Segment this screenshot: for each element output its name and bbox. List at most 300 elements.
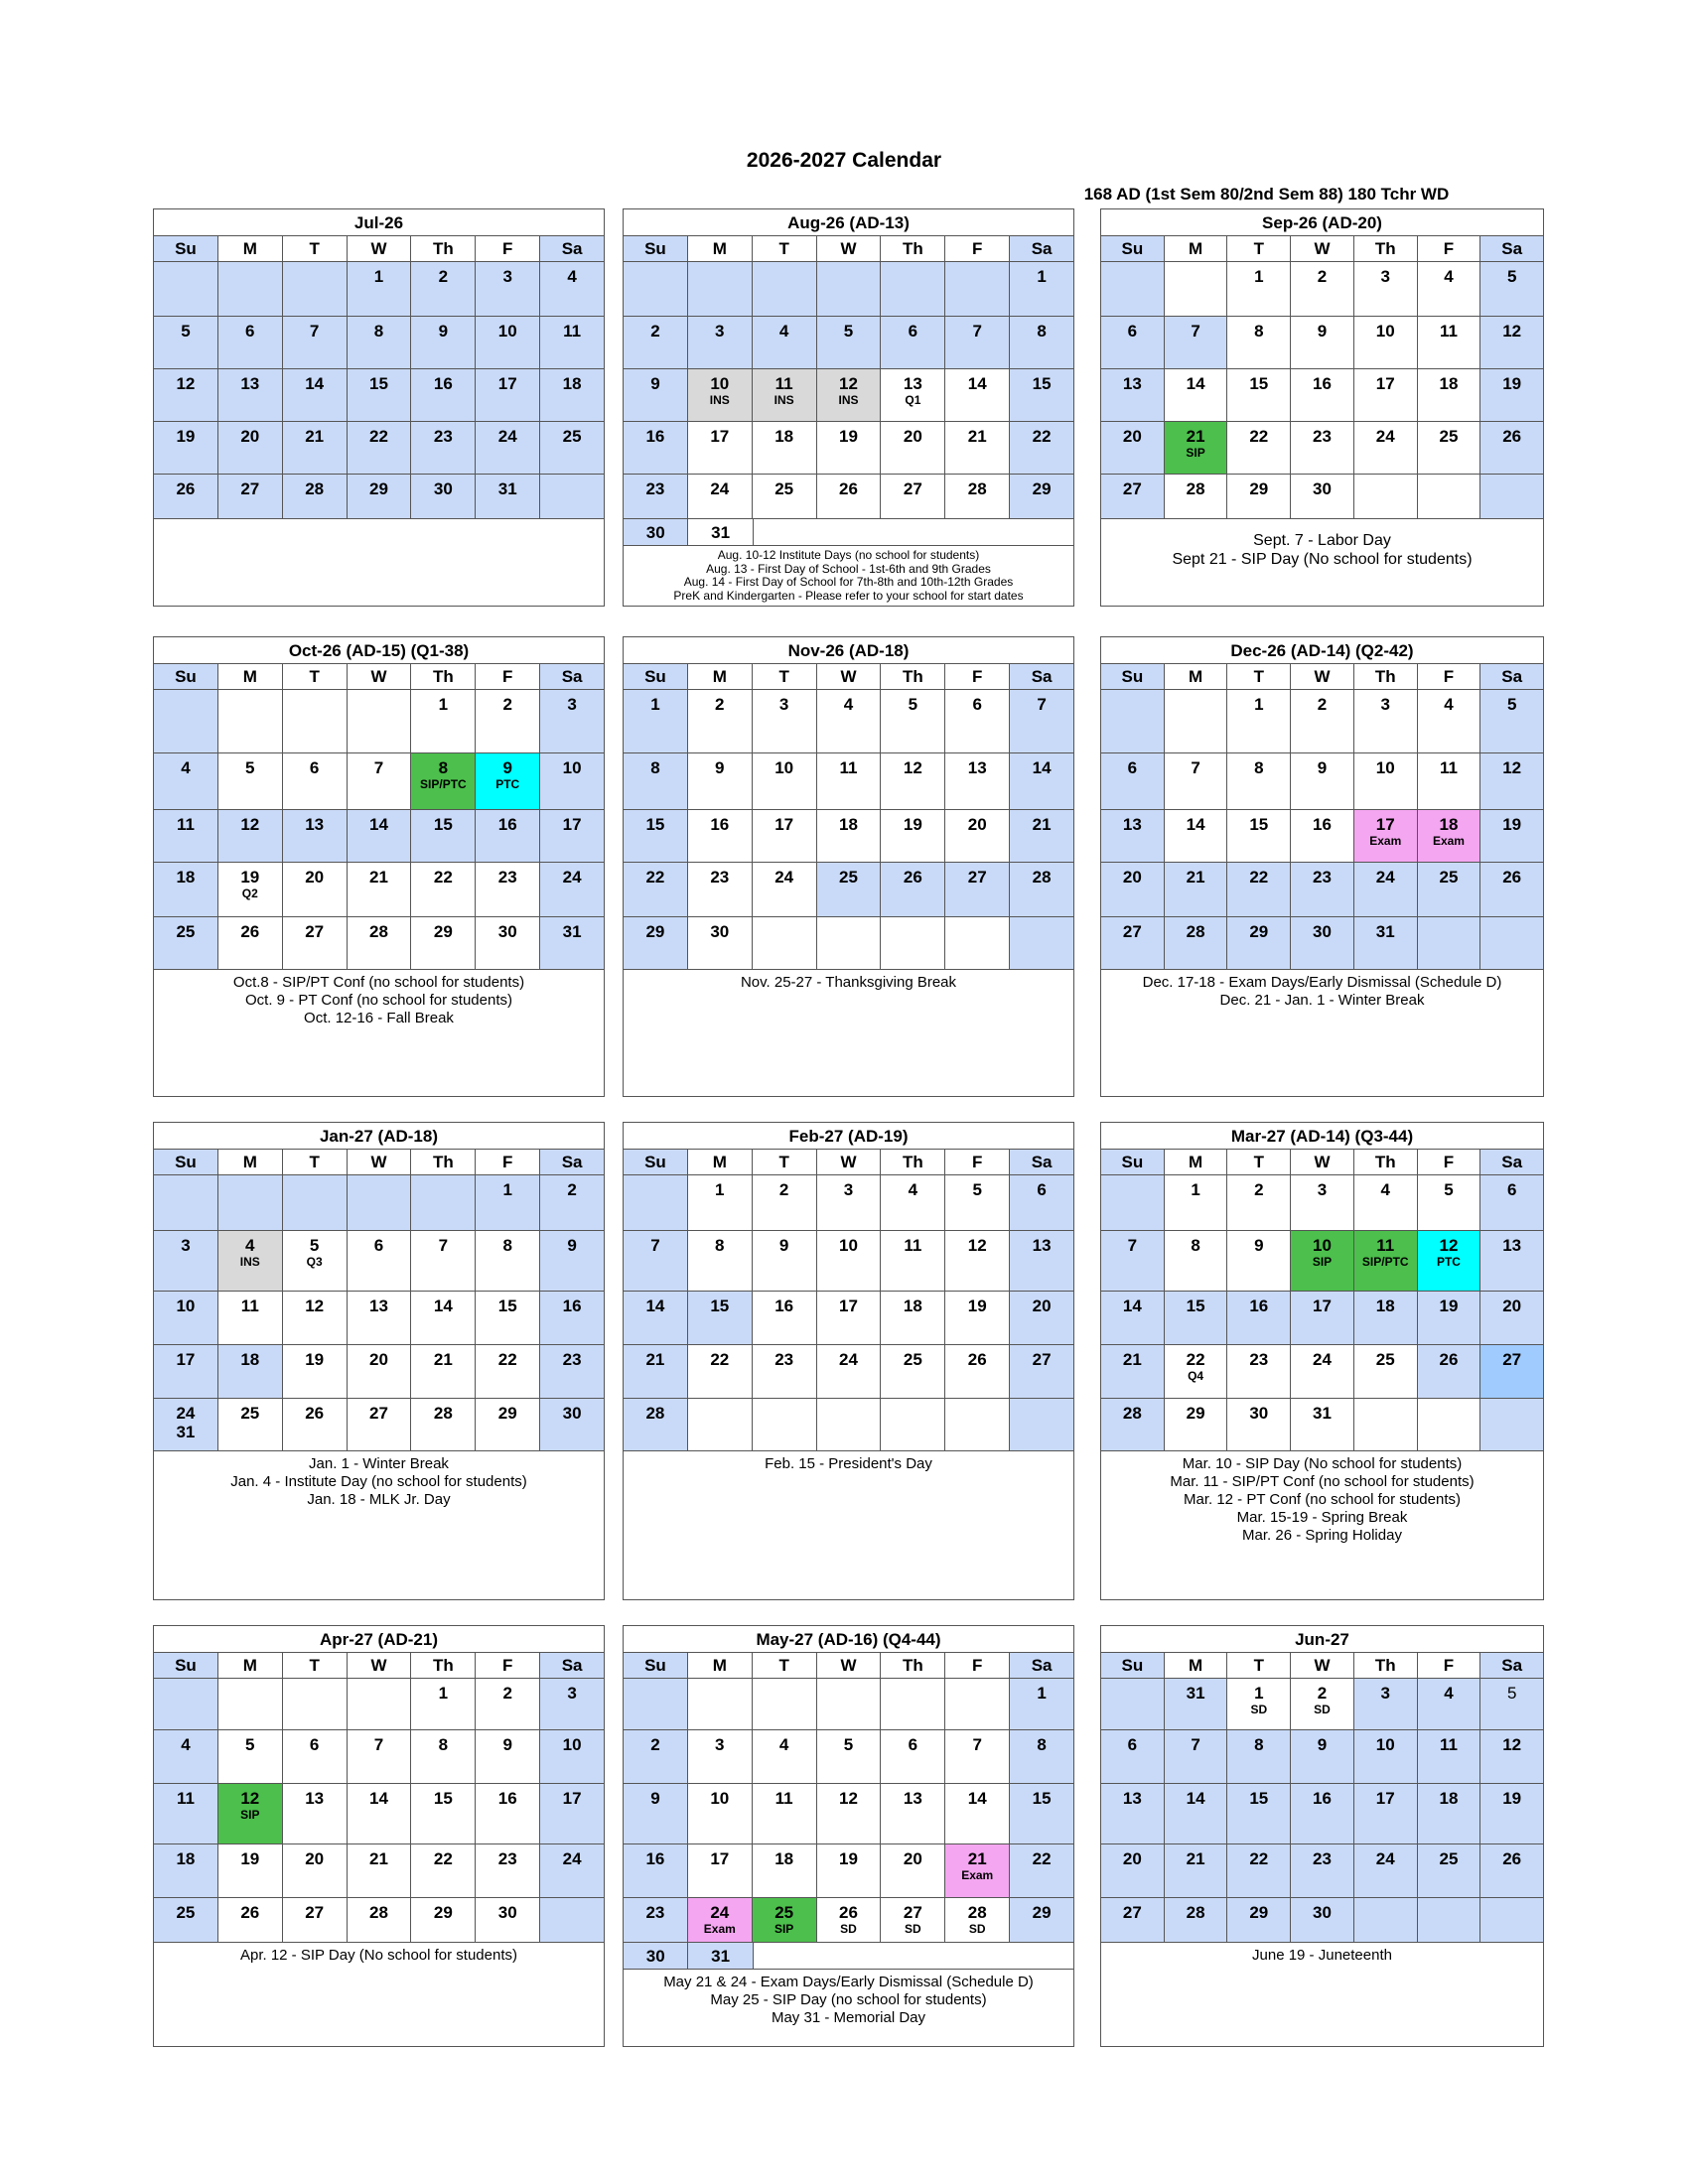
day-cell [1010, 262, 1073, 316]
day-cell [476, 917, 540, 969]
day-number: 5 [1506, 695, 1517, 714]
day-cell [754, 1943, 817, 1969]
day-cell [1480, 1784, 1543, 1843]
day-number: 15 [1032, 374, 1052, 393]
day-cell [817, 369, 882, 421]
day-cell [283, 422, 348, 474]
day-number: 4 [1380, 1180, 1390, 1199]
day-cell [624, 753, 688, 809]
week-row [624, 1231, 1073, 1292]
note-line: Sept. 7 - Labor Day [1253, 532, 1391, 549]
day-number: 30 [497, 1903, 517, 1922]
day-cell [945, 475, 1010, 518]
day-number: 12 [1502, 1735, 1522, 1754]
weekday-label: Sa [1480, 1150, 1543, 1174]
day-number: 24 [710, 1903, 730, 1922]
day-number: 29 [645, 922, 665, 941]
day-number: 11 [1439, 1735, 1458, 1754]
day-number: 27 [1122, 479, 1142, 498]
day-cell [348, 1844, 412, 1897]
day-cell [1227, 1784, 1291, 1843]
day-number: 3 [1317, 1180, 1328, 1199]
day-number: 22 [497, 1350, 517, 1369]
day-cell [945, 917, 1010, 969]
day-number: 3 [1380, 267, 1390, 286]
day-cell [1354, 810, 1418, 862]
day-cell [1165, 1345, 1228, 1398]
day-number: 17 [1375, 374, 1395, 393]
day-number: 7 [438, 1236, 449, 1255]
day-cell [882, 1943, 945, 1969]
day-number: 22 [645, 868, 665, 887]
day-number: 9 [778, 1236, 789, 1255]
weekday-label: Sa [540, 664, 604, 689]
note-line: Aug. 10-12 Institute Days (no school for students) [717, 548, 980, 562]
month-notes [154, 519, 604, 522]
day-number: 15 [433, 815, 453, 834]
day-number: 1 [373, 267, 384, 286]
week-row [1101, 1345, 1543, 1399]
weekday-label: Th [881, 1653, 945, 1678]
day-number: 12 [967, 1236, 987, 1255]
day-number: 5 [843, 1735, 854, 1754]
day-number: 9 [1317, 322, 1328, 341]
day-number: 20 [903, 427, 922, 446]
weekday-header [624, 236, 1073, 262]
day-cell [1165, 262, 1228, 316]
day-number: 8 [1037, 322, 1047, 341]
week-row [1101, 369, 1543, 422]
day-cell [1165, 1679, 1228, 1729]
weekday-label: F [945, 1150, 1010, 1174]
day-number: 4 [778, 322, 789, 341]
day-number: 20 [1122, 868, 1142, 887]
day-number: 16 [774, 1297, 794, 1315]
weekday-label: F [1418, 664, 1481, 689]
day-cell [1418, 369, 1481, 421]
day-number: 29 [1032, 1903, 1052, 1922]
day-cell [945, 1943, 1009, 1969]
note-line: Jan. 1 - Winter Break [309, 1455, 449, 1472]
day-cell [1227, 1679, 1291, 1729]
week-row [1101, 262, 1543, 317]
day-number: 16 [1313, 1789, 1332, 1808]
day-cell [476, 690, 540, 752]
week-row [1101, 1175, 1543, 1231]
day-number: 15 [645, 815, 665, 834]
day-cell [540, 369, 604, 421]
day-cell [348, 422, 412, 474]
day-cell [817, 1175, 882, 1230]
day-number: 31 [176, 1423, 196, 1441]
day-number: 3 [181, 1236, 191, 1255]
day-number: 5 [1444, 1180, 1454, 1199]
day-cell [817, 863, 882, 916]
week-row [1101, 1399, 1543, 1451]
day-cell [218, 369, 283, 421]
day-number: 8 [1254, 1735, 1264, 1754]
day-cell [540, 1231, 604, 1291]
day-number: 25 [562, 427, 582, 446]
day-cell [1480, 317, 1543, 368]
weekday-label: Su [624, 664, 688, 689]
weekday-label: W [348, 1653, 412, 1678]
day-number: 1 [1037, 267, 1047, 286]
day-cell [476, 1730, 540, 1783]
day-number: 17 [774, 815, 794, 834]
note-line: Mar. 26 - Spring Holiday [1242, 1527, 1402, 1544]
note-line: Dec. 21 - Jan. 1 - Winter Break [1219, 992, 1425, 1009]
day-number: 3 [567, 1684, 577, 1703]
day-number: 1 [1254, 695, 1264, 714]
week-row [154, 1399, 604, 1451]
week-row [1101, 753, 1543, 810]
day-number: 7 [1191, 1735, 1200, 1754]
day-cell [411, 475, 476, 518]
day-cell [1418, 475, 1481, 518]
day-cell [817, 753, 882, 809]
day-number: 2 [1317, 695, 1328, 714]
note-line: Mar. 11 - SIP/PT Conf (no school for students) [1170, 1473, 1475, 1490]
weekday-label: M [1165, 236, 1228, 261]
weekday-label: W [817, 1150, 882, 1174]
day-number: 18 [1375, 1297, 1395, 1315]
day-number: 29 [1186, 1404, 1205, 1423]
day-number: 6 [1127, 1735, 1138, 1754]
day-number: 15 [1032, 1789, 1052, 1808]
day-number: 26 [1502, 427, 1522, 446]
day-cell [1165, 475, 1228, 518]
day-number: 31 [562, 922, 582, 941]
day-number: 25 [1439, 1849, 1459, 1868]
weekday-label: Sa [1480, 664, 1543, 689]
weekday-label: T [283, 664, 348, 689]
weekday-label: Su [1101, 1653, 1165, 1678]
day-number: 22 [433, 868, 453, 887]
month-panel [153, 208, 605, 607]
week-row [624, 810, 1073, 863]
day-cell [476, 1292, 540, 1344]
day-cell [881, 1679, 945, 1729]
day-cell [154, 863, 218, 916]
day-number: 16 [497, 1789, 517, 1808]
day-cell [411, 1345, 476, 1398]
day-cell [154, 1399, 218, 1450]
day-number: 31 [711, 523, 731, 542]
day-cell [624, 810, 688, 862]
day-cell [540, 1784, 604, 1843]
day-number: 13 [369, 1297, 388, 1315]
day-cell [624, 1231, 688, 1291]
day-number: 14 [1186, 374, 1205, 393]
day-event-tag: PTC [495, 777, 520, 791]
day-cell [688, 369, 753, 421]
day-cell [817, 690, 882, 752]
day-cell [1010, 1399, 1073, 1450]
day-number: 31 [711, 1947, 731, 1966]
day-cell [476, 317, 540, 368]
day-event-tag: SD [968, 1922, 986, 1936]
day-number: 8 [502, 1236, 512, 1255]
day-cell [1101, 1679, 1165, 1729]
weekday-header [1101, 1150, 1543, 1175]
day-number: 3 [502, 267, 512, 286]
week-row [624, 1399, 1073, 1451]
weekday-label: Sa [540, 1150, 604, 1174]
day-number: 6 [972, 695, 982, 714]
day-cell [1010, 863, 1073, 916]
day-number: 11 [563, 322, 582, 341]
month-notes [154, 1451, 604, 1509]
day-cell [283, 1345, 348, 1398]
day-number: 16 [645, 427, 665, 446]
calendar-subtitle: 168 AD (1st Sem 80/2nd Sem 88) 180 Tchr WD [1083, 185, 1450, 204]
day-number: 24 [1375, 427, 1395, 446]
day-number: 12 [903, 758, 922, 777]
day-cell [476, 863, 540, 916]
day-cell [1101, 1844, 1165, 1897]
day-number: 9 [1254, 1236, 1264, 1255]
day-number: 18 [240, 1350, 260, 1369]
day-cell [1101, 1175, 1165, 1230]
day-number: 30 [1313, 479, 1332, 498]
day-number: 6 [309, 1735, 320, 1754]
day-cell [283, 863, 348, 916]
day-number: 19 [240, 868, 260, 887]
day-number: 5 [245, 1735, 255, 1754]
day-cell [1101, 369, 1165, 421]
day-number: 5 [1506, 1684, 1517, 1703]
weekday-header [624, 1653, 1073, 1679]
week-row [154, 863, 604, 917]
day-number: 24 [1375, 1849, 1395, 1868]
weekday-header [154, 664, 604, 690]
day-number: 11 [240, 1297, 259, 1315]
day-cell [1480, 1679, 1543, 1729]
day-cell [688, 1943, 753, 1969]
day-number: 25 [1439, 427, 1459, 446]
day-number: 26 [305, 1404, 325, 1423]
week-row [624, 1730, 1073, 1784]
day-number: 19 [967, 1297, 987, 1315]
day-cell [1291, 917, 1354, 969]
weekday-header [1101, 664, 1543, 690]
day-number: 12 [240, 815, 260, 834]
day-cell [817, 1784, 882, 1843]
day-cell [411, 863, 476, 916]
weekday-label: Sa [1010, 1653, 1073, 1678]
day-cell [1101, 1292, 1165, 1344]
day-cell [154, 1345, 218, 1398]
day-cell [624, 369, 688, 421]
day-cell [1418, 1399, 1481, 1450]
day-number: 21 [967, 1849, 987, 1868]
week-row [1101, 1730, 1543, 1784]
day-cell [218, 1844, 283, 1897]
day-number: 27 [305, 1903, 325, 1922]
day-cell [688, 262, 753, 316]
week-row [1101, 690, 1543, 753]
day-cell [1165, 1844, 1228, 1897]
day-number: 3 [1380, 1684, 1390, 1703]
day-cell [540, 422, 604, 474]
day-number: 5 [245, 758, 255, 777]
day-cell [1165, 917, 1228, 969]
day-number: 28 [1186, 1903, 1205, 1922]
day-cell [1101, 1345, 1165, 1398]
month-title: Apr-27 (AD-21) [154, 1626, 604, 1653]
note-line: Aug. 13 - First Day of School - 1st-6th and 9th Grades [706, 561, 991, 576]
day-cell [218, 1292, 283, 1344]
day-cell [753, 1231, 817, 1291]
day-cell [1227, 317, 1291, 368]
day-cell [945, 1231, 1010, 1291]
day-cell [1101, 917, 1165, 969]
day-number: 21 [369, 1849, 388, 1868]
day-number: 31 [1186, 1684, 1205, 1703]
day-number: 21 [1186, 868, 1205, 887]
day-cell [1418, 1231, 1481, 1291]
day-cell [1291, 1292, 1354, 1344]
day-cell [945, 1898, 1010, 1942]
day-number: 2 [1317, 1684, 1328, 1703]
week-row [624, 1784, 1073, 1844]
day-cell [945, 317, 1010, 368]
day-number: 6 [373, 1236, 384, 1255]
day-number: 1 [715, 1180, 725, 1199]
day-number: 27 [1122, 1903, 1142, 1922]
month-title: Jan-27 (AD-18) [154, 1123, 604, 1150]
weekday-header [154, 1653, 604, 1679]
day-cell [881, 753, 945, 809]
day-cell [154, 1784, 218, 1843]
weekday-label: Sa [540, 1653, 604, 1678]
day-event-tag: Exam [961, 1868, 994, 1882]
day-cell [154, 1898, 218, 1942]
day-cell [348, 1175, 412, 1230]
month-title: Jun-27 [1101, 1626, 1543, 1653]
day-number: 10 [562, 758, 582, 777]
day-cell [1010, 519, 1073, 545]
day-cell [283, 1399, 348, 1450]
week-row [1101, 317, 1543, 369]
day-number: 14 [1122, 1297, 1142, 1315]
day-cell [1101, 262, 1165, 316]
day-number: 17 [562, 815, 582, 834]
day-number: 2 [715, 695, 725, 714]
day-cell [1010, 753, 1073, 809]
month-panel [623, 208, 1074, 607]
day-cell [411, 753, 476, 809]
weekday-header [624, 664, 1073, 690]
day-number: 20 [967, 815, 987, 834]
week-row [1101, 1231, 1543, 1292]
day-number: 2 [502, 1684, 512, 1703]
day-cell [945, 422, 1010, 474]
weekday-label: F [476, 664, 540, 689]
day-number: 19 [305, 1350, 325, 1369]
day-number: 13 [903, 1789, 922, 1808]
day-number: 13 [305, 1789, 325, 1808]
day-number: 28 [1122, 1404, 1142, 1423]
day-cell [1165, 690, 1228, 752]
note-line: Feb. 15 - President's Day [765, 1455, 932, 1472]
day-cell [283, 475, 348, 518]
day-cell [476, 1898, 540, 1942]
day-number: 21 [305, 427, 325, 446]
day-cell [1291, 1175, 1354, 1230]
day-number: 30 [562, 1404, 582, 1423]
day-number: 28 [369, 922, 388, 941]
day-cell [540, 810, 604, 862]
day-number: 7 [972, 322, 982, 341]
day-cell [753, 1679, 817, 1729]
day-cell [1227, 475, 1291, 518]
day-cell [1354, 369, 1418, 421]
day-cell [1418, 810, 1481, 862]
weekday-header [624, 1150, 1073, 1175]
day-cell [348, 317, 412, 368]
day-number: 6 [908, 1735, 918, 1754]
day-event-tag: SD [905, 1922, 921, 1936]
weekday-label: T [753, 664, 817, 689]
day-number: 4 [1444, 695, 1454, 714]
day-number: 10 [1375, 1735, 1395, 1754]
day-cell [218, 1784, 283, 1843]
day-cell [881, 1784, 945, 1843]
day-cell [1227, 1231, 1291, 1291]
day-number: 24 [497, 427, 517, 446]
note-line: Mar. 15-19 - Spring Break [1236, 1509, 1408, 1526]
day-event-tag: Exam [1432, 834, 1465, 848]
day-cell [1010, 475, 1073, 518]
day-number: 14 [967, 374, 987, 393]
weekday-label: T [283, 236, 348, 261]
day-number: 28 [967, 479, 987, 498]
day-number: 6 [1506, 1180, 1517, 1199]
week-row [154, 1231, 604, 1292]
day-cell [1227, 690, 1291, 752]
day-cell [817, 1943, 881, 1969]
day-number: 31 [1375, 922, 1395, 941]
day-cell [1480, 1898, 1543, 1942]
day-cell [1010, 1231, 1073, 1291]
day-cell [1291, 422, 1354, 474]
day-number: 7 [373, 758, 384, 777]
day-number: 5 [908, 695, 918, 714]
day-number: 5 [181, 322, 191, 341]
week-row [624, 1292, 1073, 1345]
day-number: 13 [1032, 1236, 1052, 1255]
weekday-label: T [753, 1653, 817, 1678]
day-number: 3 [1380, 695, 1390, 714]
day-cell [1354, 1399, 1418, 1450]
day-number: 20 [240, 427, 260, 446]
month-panel [1100, 1625, 1544, 2047]
day-number: 4 [1444, 1684, 1454, 1703]
day-number: 9 [1317, 1735, 1328, 1754]
day-cell [476, 810, 540, 862]
day-number: 13 [967, 758, 987, 777]
day-cell [1354, 1898, 1418, 1942]
day-number: 27 [1122, 922, 1142, 941]
day-cell [1101, 863, 1165, 916]
day-event-tag: Q4 [1188, 1369, 1204, 1383]
day-cell [348, 1730, 412, 1783]
day-cell [283, 1784, 348, 1843]
day-cell [1418, 1898, 1481, 1942]
day-number: 1 [1254, 1684, 1264, 1703]
